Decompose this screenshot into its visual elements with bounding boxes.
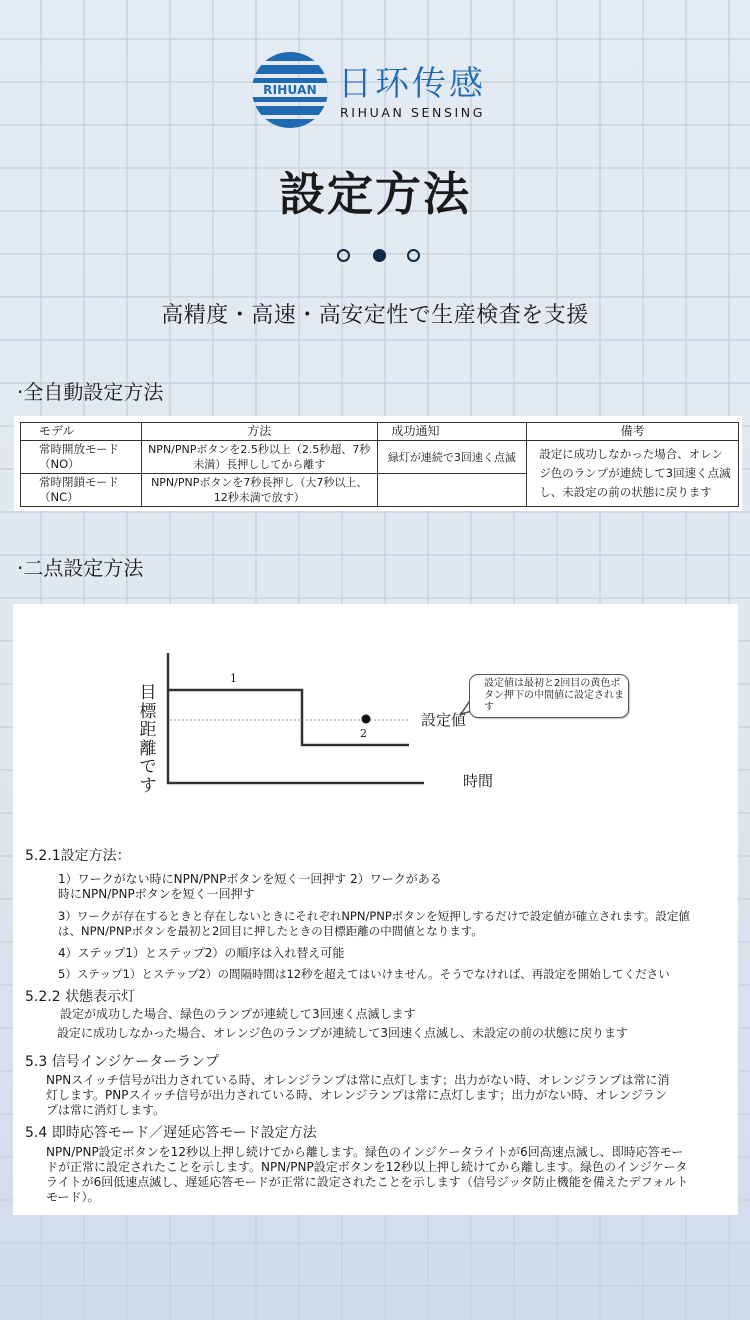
teaching-diagram xyxy=(13,604,738,834)
page-title: 設定方法 xyxy=(279,167,471,221)
auto-setting-table-panel xyxy=(14,416,742,511)
level-2-label: 2 xyxy=(360,727,367,740)
step-3-continued: は、NPN/PNPボタンを最初と2回目に押したときの目標距離の中間値となります。 xyxy=(58,924,483,938)
y-axis-label: 目標距離です xyxy=(139,683,157,796)
x-axis-label: 時間 xyxy=(463,772,494,790)
section-title-5-4: 5.4 即時応答モード／遅延応答モード設定方法 xyxy=(25,1125,317,1141)
step-4-text: 4）ステップ1）とステップ2）の順序は入れ替え可能 xyxy=(58,946,345,960)
cell-model: 常時開放モード（NO） xyxy=(21,441,142,474)
response-mode-text-line-2: ドが正常に設定されたことを示します。NPN/PNP設定ボタンを12秒以上押し続けてから離します。緑色のインジケータ xyxy=(46,1160,688,1174)
pagination-dot-3[interactable] xyxy=(407,249,420,262)
brand-name-en: RIHUAN SENSING xyxy=(340,105,486,120)
section-heading-auto-setting: ·全自動設定方法 xyxy=(17,380,164,404)
two-point-setting-panel xyxy=(13,604,738,1215)
response-mode-text-line-4: モード）。 xyxy=(46,1190,100,1204)
setpoint-callout: 設定値は最初と2回目の黄色ボタン押下の中間値に設定されます xyxy=(469,674,629,718)
cell-method: NPN/PNPボタンを7秒長押し（大7秒以上、12秒未満で放す） xyxy=(141,474,377,507)
section-title-5-2-2: 5.2.2 状態表示灯 xyxy=(25,989,136,1005)
brand-name-cn: 日环传感 xyxy=(338,64,486,104)
status-lamp-success-text: 設定が成功した場合、緑色のランプが連続して3回速く点滅します xyxy=(60,1007,416,1021)
cell-model: 常時閉鎖モード（NC） xyxy=(21,474,142,507)
section-title-5-3: 5.3 信号インジケーターランプ xyxy=(25,1054,220,1070)
cell-notice xyxy=(377,474,527,507)
step-3-text: 3）ワークが存在するときと存在しないときにそれぞれNPN/PNPボタンを短押しするだけで設定値が確立されます。設定値 xyxy=(58,909,690,923)
step-5-text: 5）ステップ1）とステップ2）の間隔時間は12秒を超えてはいけません。そうでなければ、再設定を開始してください xyxy=(58,967,670,981)
pagination-dots xyxy=(336,249,426,263)
table-header-row xyxy=(21,423,739,441)
section-heading-two-point-setting: ·二点設定方法 xyxy=(17,556,144,580)
brand-logo xyxy=(252,52,492,134)
pagination-dot-1[interactable] xyxy=(337,249,350,262)
response-mode-text-line-3: ライトが6回低速点滅し、遅延応答モードが正常に設定されたことを示します（信号ジッタ防止機能を備えたデフォルト xyxy=(46,1175,689,1189)
response-mode-text-line-1: NPN/PNP設定ボタンを12秒以上押し続けてから離します。緑色のインジケータライトが6回高速点滅し、即時応答モー xyxy=(46,1145,684,1159)
column-header-model: モデル xyxy=(21,423,142,441)
setpoint-label: 設定値 xyxy=(421,711,467,729)
table-row xyxy=(21,441,739,474)
section-title-5-2-1: 5.2.1設定方法： xyxy=(25,848,131,864)
column-header-method: 方法 xyxy=(141,423,377,441)
signal-lamp-text-line-3: プは常に消灯します。 xyxy=(46,1103,166,1117)
logo-emblem-icon xyxy=(252,52,328,128)
page-subtitle: 高精度・高速・高安定性で生産検査を支援 xyxy=(161,303,589,328)
column-header-notice: 成功通知 xyxy=(377,423,527,441)
signal-lamp-text-line-2: 灯します。PNPスイッチ信号が出力されている時、オレンジランプは常に点灯します；出力がない時、オレンジラン xyxy=(46,1088,667,1102)
step-1-continued: 時にNPN/PNPボタンを短く一回押す xyxy=(58,887,255,901)
diagram-lines xyxy=(13,604,738,834)
level-1-label: 1 xyxy=(230,672,237,685)
signal-lamp-text-line-1: NPNスイッチ信号が出力されている時、オレンジランプは常に点灯します；出力がない時、オレンジランプは常に消 xyxy=(46,1073,670,1087)
cell-notice: 緑灯が連続で3回速く点滅 xyxy=(377,441,527,474)
column-header-remark: 備考 xyxy=(527,423,739,441)
pagination-dot-2-active[interactable] xyxy=(373,249,386,262)
cell-remark: 設定に成功しなかった場合、オレンジ色のランプが連続して3回速く点滅し、未設定の前の状態に戻ります xyxy=(527,441,739,507)
step-1-text: 1）ワークがない時にNPN/PNPボタンを短く一回押す 2）ワークがある xyxy=(58,872,442,886)
logo-badge-text: RIHUAN xyxy=(252,83,328,97)
status-lamp-failure-text: 設定に成功しなかった場合、オレンジ色のランプが連続して3回速く点滅し、未設定の前の状態に戻ります xyxy=(57,1026,629,1040)
cell-method: NPN/PNPボタンを2.5秒以上（2.5秒超、7秒未満）長押ししてから離す xyxy=(141,441,377,474)
auto-setting-table xyxy=(20,422,739,507)
